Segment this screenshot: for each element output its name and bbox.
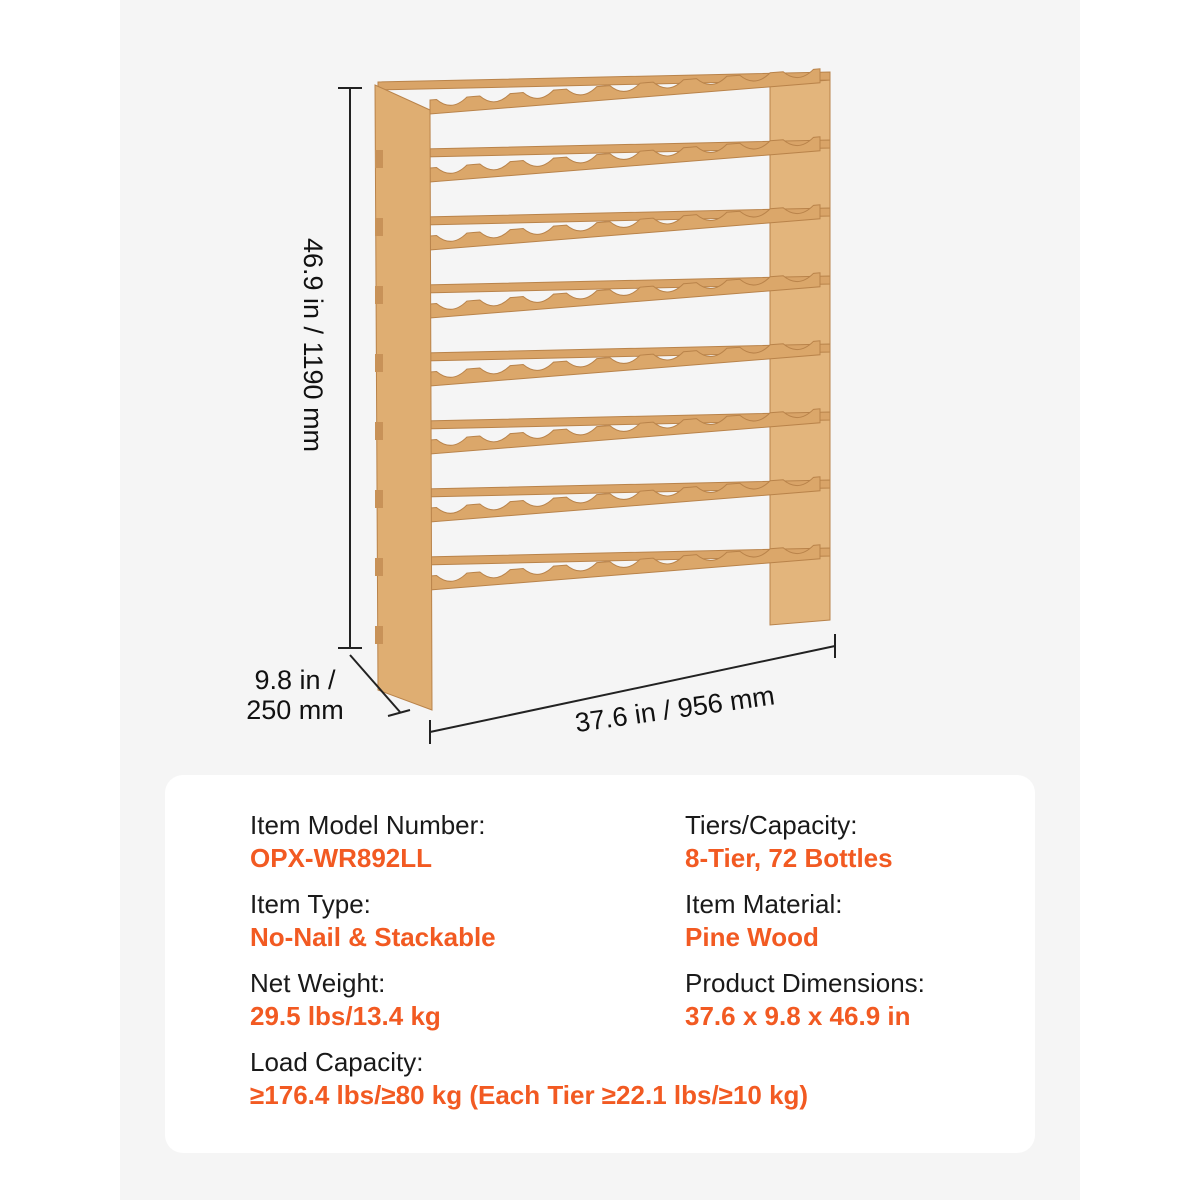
spec-load-label: Load Capacity: [250,1047,424,1077]
rack-left-side-panel [375,85,432,710]
spec-type [250,889,496,953]
depth-label-line2: 250 mm [246,694,344,725]
depth-dimension-label [240,666,350,725]
spec-card [165,775,1035,1153]
spec-tiers-label: Tiers/Capacity: [685,810,858,840]
depth-label-line1: 9.8 in / [254,665,336,695]
height-dimension-label: 46.9 in / 1190 mm [297,237,328,453]
spec-load-value: ≥176.4 lbs/≥80 kg (Each Tier ≥22.1 lbs/≥10 kg) [250,1080,809,1111]
spec-model-value: OPX-WR892LL [250,843,433,874]
rack-notch [375,218,383,236]
spec-type-label: Item Type: [250,889,371,919]
wine-rack-illustration [375,69,830,710]
spec-weight-value: 29.5 lbs/13.4 kg [250,1001,441,1032]
spec-tiers [685,810,893,874]
spec-material-label: Item Material: [685,889,843,919]
spec-model [250,810,486,874]
spec-model-label: Item Model Number: [250,810,486,840]
spec-weight [250,968,441,1032]
spec-load [250,1047,808,1111]
rack-notch [375,286,383,304]
spec-type-value: No-Nail & Stackable [250,922,496,953]
spec-dimensions-value: 37.6 x 9.8 x 46.9 in [685,1001,911,1032]
rack-notch [375,558,383,576]
spec-dimensions-label: Product Dimensions: [685,968,925,998]
rack-notch [375,490,383,508]
spec-weight-label: Net Weight: [250,968,386,998]
spec-tiers-value: 8-Tier, 72 Bottles [685,843,893,874]
rack-notch [375,150,383,168]
rack-notch [375,422,383,440]
spec-dimensions [685,968,925,1032]
spec-material-value: Pine Wood [685,922,819,953]
rack-notch [375,354,383,372]
width-dimension-label: 37.6 in / 956 mm [573,680,777,739]
spec-material [685,889,843,953]
rack-notch [375,626,383,644]
